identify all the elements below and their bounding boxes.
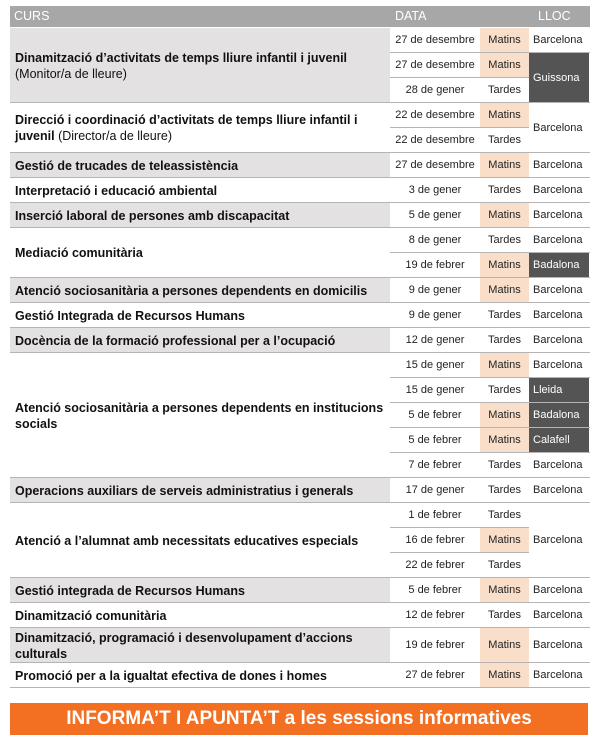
course-name: Atenció sociosanitària a persones dependents en institucions socials (15, 400, 384, 431)
session-location[interactable]: Barcelona (533, 609, 583, 621)
session-date: 8 de gener (408, 234, 462, 246)
session-location[interactable]: Barcelona (533, 284, 583, 296)
course-name: Gestió integrada de Recursos Humans (15, 583, 245, 598)
session-date: 22 de febrer (405, 559, 465, 571)
course-name: Dinamització comunitària (15, 608, 167, 623)
course-title[interactable] (15, 303, 387, 328)
course-name: Gestió Integrada de Recursos Humans (15, 308, 245, 323)
session-date: 22 de desembre (395, 134, 475, 146)
session-location[interactable]: Barcelona (533, 359, 583, 371)
course-role: (Monitor/a de lleure) (15, 66, 127, 81)
session-date: 16 de febrer (405, 534, 465, 546)
session-location[interactable]: Calafell (529, 428, 589, 452)
course-name: Dinamització d’activitats de temps lliure infantil i juvenil (15, 50, 348, 65)
session-shift: Tardes (487, 484, 522, 496)
session-location[interactable]: Barcelona (533, 121, 583, 134)
session-location[interactable]: Barcelona (533, 184, 583, 196)
course-title[interactable] (15, 503, 387, 578)
session-shift: Tardes (487, 334, 522, 346)
session-date: 9 de gener (408, 284, 462, 296)
session-date: 12 de febrer (405, 609, 465, 621)
session-shift: Matins (480, 153, 529, 177)
session-shift: Matins (480, 53, 529, 77)
session-date: 19 de febrer (405, 259, 465, 271)
session-location[interactable]: Barcelona (533, 484, 583, 496)
course-title[interactable] (15, 153, 387, 178)
header-place: LLOC (538, 9, 571, 23)
course-name: Operacions auxiliars de serveis administratius i generals (15, 483, 354, 498)
session-date: 19 de febrer (405, 639, 465, 651)
course-title[interactable] (15, 228, 387, 278)
header-date: DATA (395, 9, 427, 23)
session-date: 9 de gener (408, 309, 462, 321)
session-shift: Matins (480, 353, 529, 377)
course-title[interactable] (15, 178, 387, 203)
course-title[interactable] (15, 203, 387, 228)
session-location[interactable]: Guissona (529, 53, 589, 102)
session-date: 22 de desembre (395, 109, 475, 121)
session-shift: Matins (480, 663, 529, 687)
course-title[interactable] (15, 353, 387, 478)
session-shift: Matins (480, 253, 529, 277)
session-shift: Matins (480, 578, 529, 602)
course-name: Direcció i coordinació d’activitats de temps lliure infantil i juvenil (15, 113, 358, 143)
row-divider (10, 687, 590, 688)
session-location[interactable]: Barcelona (533, 669, 583, 681)
session-location[interactable]: Barcelona (533, 209, 583, 221)
session-date: 5 de febrer (408, 584, 462, 596)
session-shift: Tardes (487, 309, 522, 321)
course-title[interactable] (15, 663, 387, 688)
session-date: 5 de gener (408, 209, 462, 221)
session-location[interactable]: Barcelona (533, 159, 583, 171)
session-shift: Matins (480, 28, 529, 52)
session-date: 15 de gener (405, 359, 465, 371)
course-title[interactable] (15, 578, 387, 603)
session-date: 1 de febrer (408, 509, 462, 521)
course-name: Atenció sociosanitària a persones dependents en domicilis (15, 283, 368, 298)
course-name: Inserció laboral de persones amb discapacitat (15, 208, 290, 223)
course-name: Mediació comunitària (15, 246, 143, 260)
session-shift: Tardes (487, 384, 522, 396)
session-shift: Tardes (487, 459, 522, 471)
course-role: (Director/a de lleure) (54, 129, 172, 143)
course-name: Gestió de trucades de teleassistència (15, 158, 239, 173)
course-title[interactable] (15, 603, 387, 628)
course-title[interactable] (15, 478, 387, 503)
session-shift: Tardes (487, 609, 522, 621)
session-date: 27 de desembre (395, 59, 475, 71)
session-location[interactable]: Barcelona (533, 334, 583, 346)
session-location[interactable]: Barcelona (533, 584, 583, 596)
session-location[interactable]: Lleida (529, 378, 589, 402)
course-title[interactable] (15, 28, 387, 103)
session-shift: Tardes (487, 234, 522, 246)
header-course-bg (10, 6, 390, 27)
session-shift: Tardes (487, 184, 522, 196)
session-date: 5 de febrer (408, 409, 462, 421)
session-shift: Matins (480, 528, 529, 552)
session-date: 7 de febrer (408, 459, 462, 471)
course-name: Atenció a l’alumnat amb necessitats educatives especials (15, 533, 359, 548)
session-date: 28 de gener (405, 84, 465, 96)
session-date: 27 de desembre (395, 159, 475, 171)
session-location[interactable]: Badalona (529, 253, 589, 277)
session-shift: Tardes (487, 134, 522, 146)
session-shift: Matins (480, 428, 529, 452)
session-location[interactable]: Barcelona (533, 234, 583, 246)
session-date: 5 de febrer (408, 434, 462, 446)
session-date: 17 de gener (405, 484, 465, 496)
course-name: Interpretació i educació ambiental (15, 183, 218, 198)
session-shift: Matins (480, 403, 529, 427)
course-title[interactable] (15, 103, 387, 153)
course-title[interactable] (15, 278, 387, 303)
session-date: 27 de desembre (395, 34, 475, 46)
session-location[interactable]: Barcelona (533, 459, 583, 471)
session-date: 12 de gener (405, 334, 465, 346)
session-date: 3 de gener (408, 184, 462, 196)
session-shift: Matins (480, 203, 529, 227)
header-course: CURS (14, 9, 50, 23)
session-location[interactable]: Barcelona (533, 34, 583, 46)
session-shift: Matins (480, 103, 529, 127)
session-shift: Tardes (487, 559, 522, 571)
session-shift: Tardes (487, 509, 522, 521)
course-name: Dinamització, programació i desenvolupament d’accions culturals (15, 630, 353, 661)
course-title[interactable] (15, 328, 387, 353)
info-sessions-banner[interactable]: INFORMA’T I APUNTA’T a les sessions informatives (10, 703, 588, 735)
session-location[interactable]: Barcelona (533, 309, 583, 321)
session-shift: Matins (480, 278, 529, 302)
session-date: 15 de gener (405, 384, 465, 396)
session-location[interactable]: Badalona (529, 403, 589, 427)
course-name: Docència de la formació professional per a l’ocupació (15, 333, 336, 348)
session-shift: Matins (480, 628, 529, 662)
session-date: 27 de febrer (405, 669, 465, 681)
course-title[interactable] (15, 628, 387, 663)
session-location[interactable]: Barcelona (533, 639, 583, 651)
session-shift: Tardes (487, 84, 522, 96)
session-location[interactable]: Barcelona (533, 534, 583, 546)
course-name: Promoció per a la igualtat efectiva de dones i homes (15, 668, 327, 683)
